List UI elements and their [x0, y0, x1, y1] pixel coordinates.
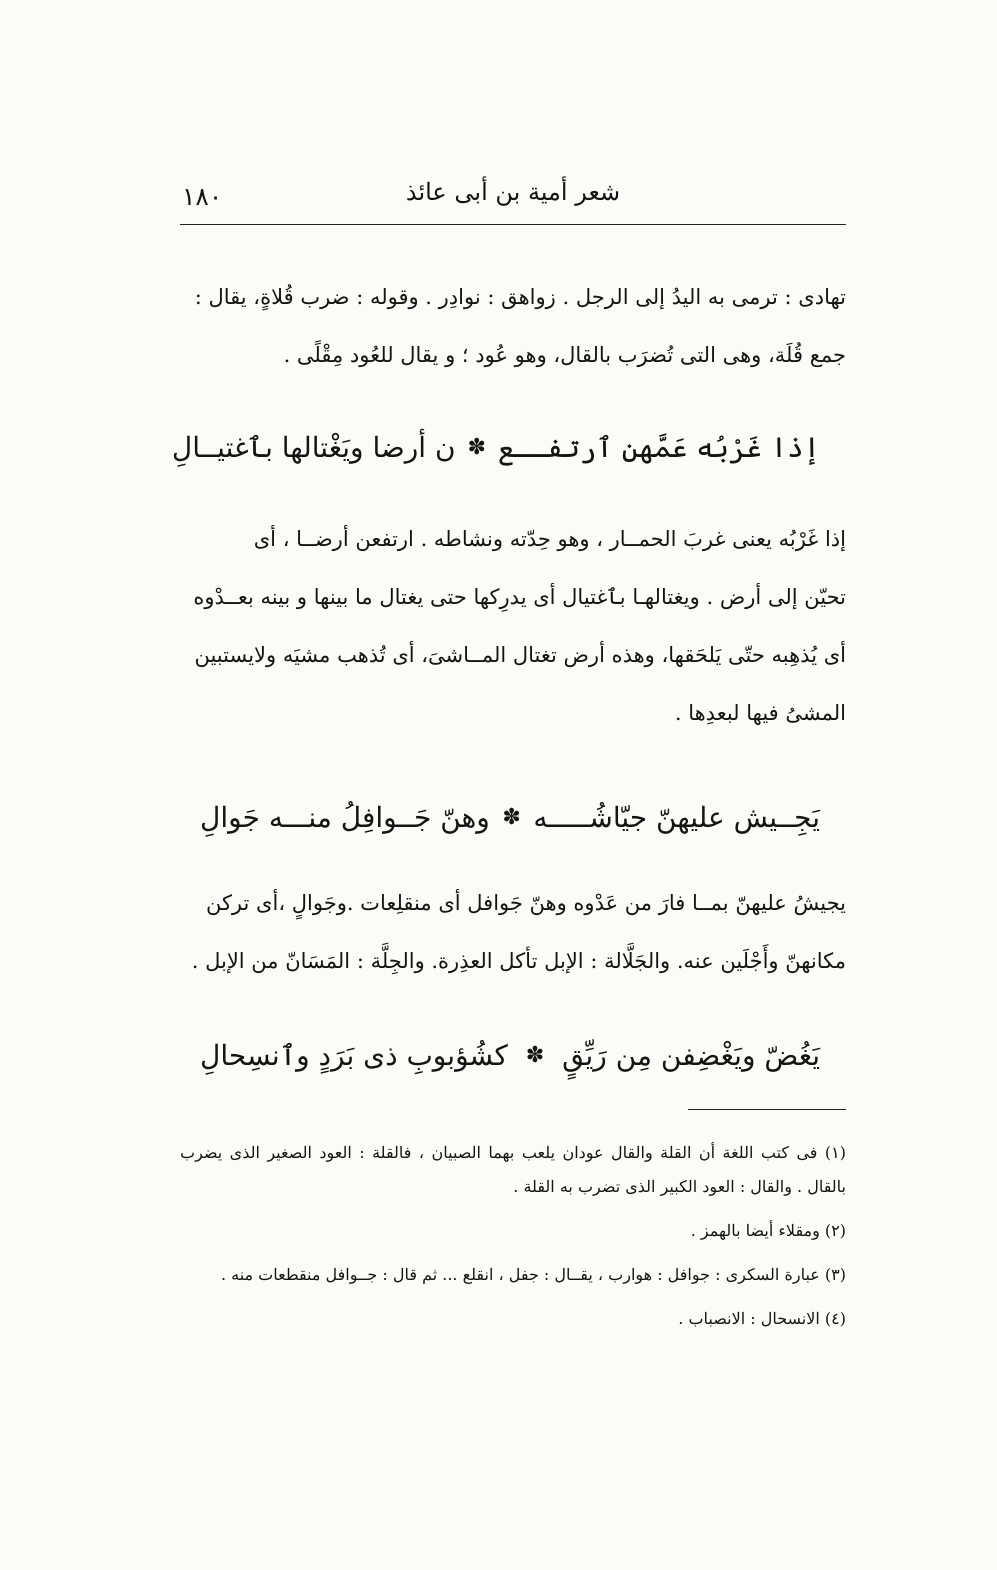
footnote-2: (٢) ومقلاء أيضا بالهمز .: [690, 1221, 846, 1240]
commentary-1: [180, 268, 846, 384]
verse-2: [200, 792, 820, 842]
verse-hemistich-left: وهنّ جَــوافِلُ منـــه جَوالِ: [200, 800, 490, 834]
footnotes: [180, 1136, 846, 1346]
running-title: شعر أمية بن أبى عائذ: [405, 178, 621, 206]
footnote-3: (٣) عبارة السكرى : جوافل : هوارب ، يقــال : جفل ، انقلع ... ثم قال : جــوافل منقطعات منه .: [220, 1265, 846, 1284]
verse-1: [171, 422, 820, 472]
verse-separator: ✽: [467, 434, 486, 460]
verse-hemistich-left: كشُؤبوبِ ذى بَرَدٍ وٱنسِحالِ: [200, 1038, 508, 1072]
commentary-line: تحيّن إلى أرض . ويغتالهـا بٱغتيال أى يدرِكها حتى يغتال ما بينها و بينه بعــدْوه: [193, 585, 846, 609]
footnote-4: (٤) الانسحال : الانصباب .: [678, 1309, 846, 1328]
commentary-line: يجيشُ عليهنّ بمــا فارَ من عَدْوه وهنّ جَوافل أى منقلِعات .وجَوالٍ ،أى تركن: [205, 891, 846, 915]
verse-3: [200, 1030, 820, 1080]
verse-separator: ✽: [525, 1042, 545, 1068]
footnote-rule: [688, 1109, 846, 1110]
verse-separator: ✽: [502, 804, 521, 830]
header-rule: [180, 224, 846, 225]
verse-hemistich-left: ن أرضا ويَغْتالها بٱغتيــالِ: [171, 430, 456, 464]
verse-hemistich-right: يَجِــيش عليهنّ جيّاشُـــــه: [533, 800, 820, 834]
footnote-1: (١) فى كتب اللغة أن القلة والقال عودان يلعب بهما الصبيان ، فالقلة : العود الصغير الذى يضرب بالقال . والقال : العود الكبير الذى تضرب به القلة .: [180, 1143, 846, 1196]
page-header: [180, 178, 846, 218]
commentary-3: [180, 874, 846, 990]
commentary-line: جمع قُلَة، وهى التى تُضرَب بالقال، وهو عُود ؛ و يقال للعُود مِقْلًى .: [283, 343, 846, 367]
verse-hemistich-right: إذا غَرْبُه عَمَّهن ٱرتفــع: [497, 430, 820, 464]
page-number: ١٨٠: [182, 182, 223, 211]
commentary-2: [180, 510, 846, 742]
verse-hemistich-right: يَغُضّ ويَغْضِفن مِن رَيِّقٍ: [562, 1038, 820, 1072]
commentary-line: المشىُ فيها لبعدِها .: [674, 701, 846, 725]
commentary-line: تهادى : ترمى به اليدُ إلى الرجل . زواهق : نوادِر . وقوله : ضرب قُلاةٍ، يقال :: [194, 285, 846, 309]
commentary-line: مكانهنّ وأَجْلَين عنه. والجَلَّالة : الإبل تأكل العذِرة. والجِلَّة : المَسَانّ من الإبل .: [191, 949, 846, 973]
commentary-line: أى يُذهِبه حتّى يَلحَقها، وهذه أرض تغتال المــاشىَ، أى تُذهب مشيَه ولايستبين: [194, 643, 846, 667]
commentary-line: إذا غَرْبُه يعنى غربَ الحمــار ، وهو حِدّته ونشاطه . ارتفعن أرضــا ، أى: [253, 527, 846, 551]
